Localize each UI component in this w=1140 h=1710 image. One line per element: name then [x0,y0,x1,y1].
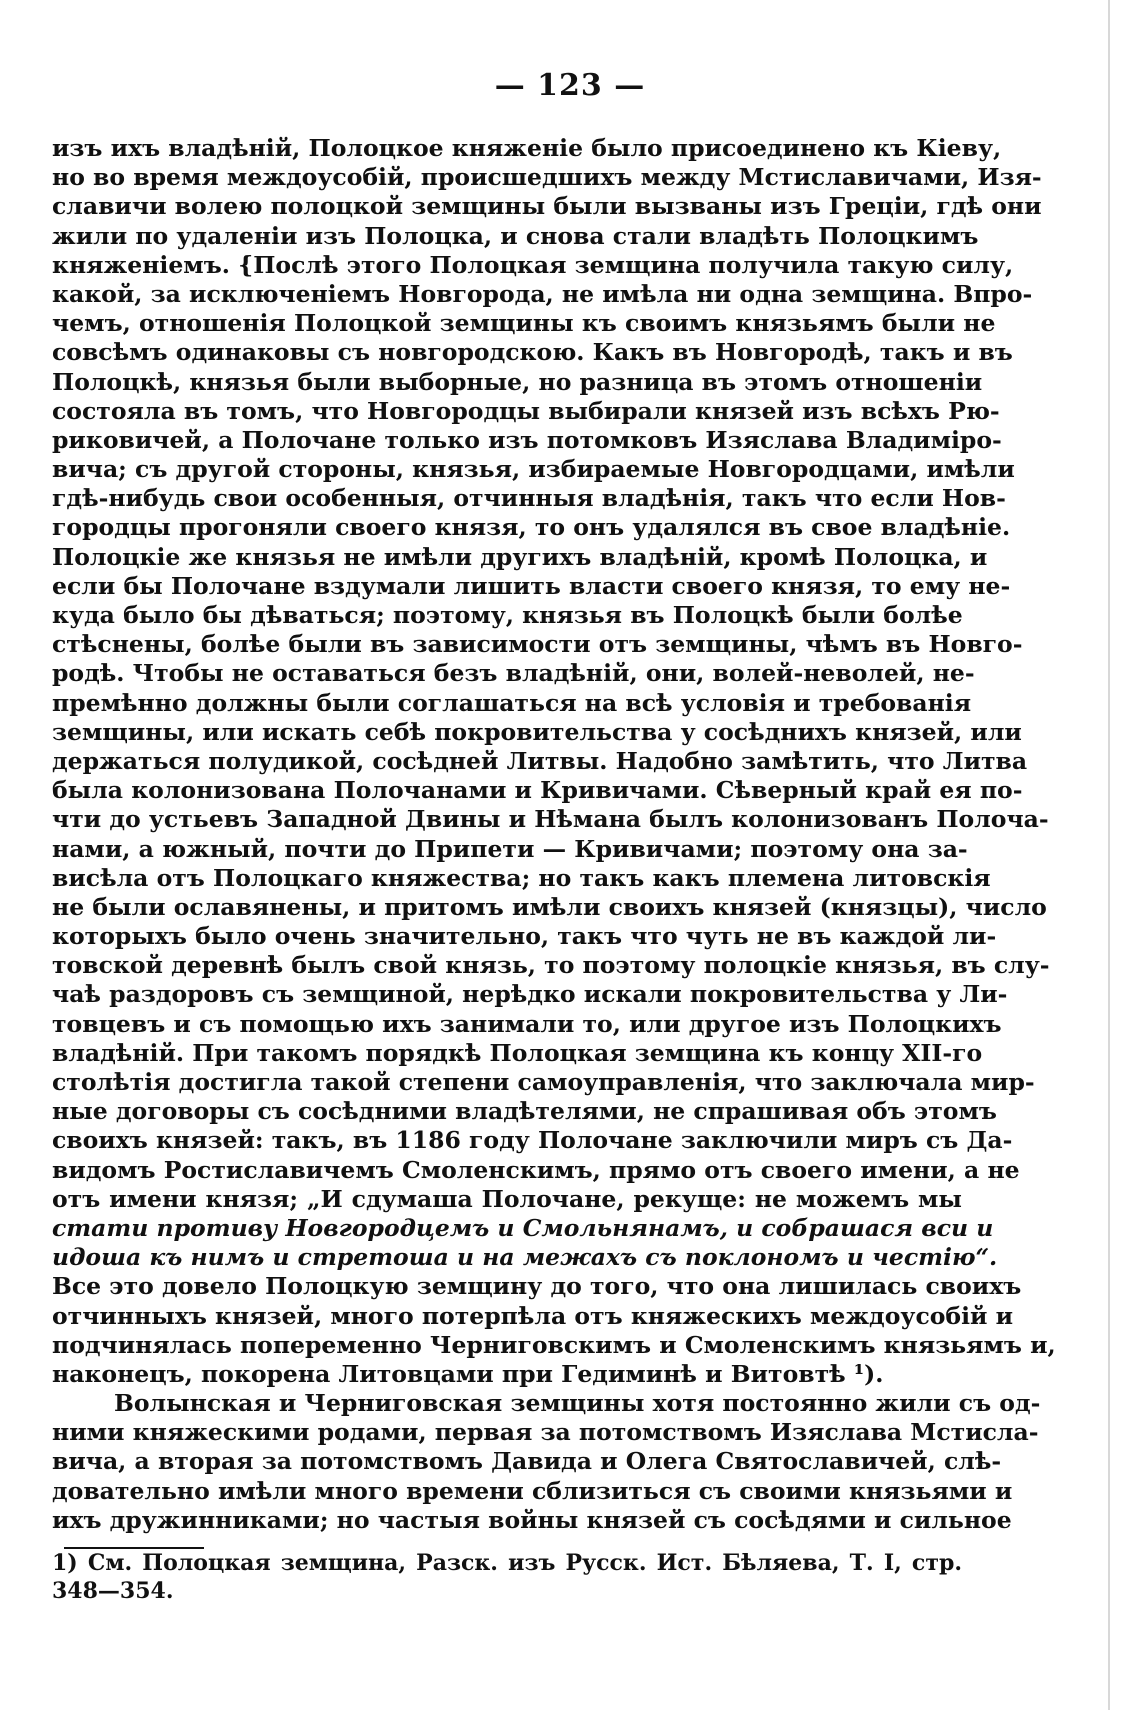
paragraph-first-line: Волынская и Черниговская земщины хотя постоянно жили съ од- [114,1389,1041,1418]
text-line: изъ ихъ владѣній, Полоцкое княженіе было присоединено къ Кіеву, [52,134,1002,162]
text-line: висѣла отъ Полоцкаго княжества; но такъ какъ племена литовскія [52,863,991,892]
quoted-text-line: стати противу Новгородцемъ и Смольнянамъ, и собрашася вси и [52,1213,994,1242]
text-line: владѣній. При такомъ порядкѣ Полоцкая земщина къ концу XII-го [52,1038,983,1067]
text-line: не были ославянены, и притомъ имѣли своихъ князей (князцы), число [52,892,1047,921]
text-line: отчинныхъ князей, много потерпѣла отъ княжескихъ междоусобій и [52,1301,1014,1330]
text-line: вича, а вторая за потомствомъ Давида и Олега Святославичей, слѣ- [52,1447,1002,1476]
text-line: Полоцкіе же князья не имѣли другихъ владѣній, кромѣ Полоцка, и [52,542,988,571]
text-line: ные договоры съ сосѣдними владѣтелями, не спрашивая объ этомъ [52,1097,997,1126]
text-line: отъ имени князя; „И сдумаша Полочане, рекуще: не можемъ мы [52,1184,962,1213]
main-text-block [52,134,1056,1535]
footnote-line: 1) См. Полоцкая земщина, Разск. изъ Русск. Ист. Бѣляева, Т. I, стр. [52,1550,962,1576]
footnote-block [52,1549,962,1605]
text-line: товской деревнѣ былъ свой князь, то поэтому полоцкіе князья, въ слу- [52,951,1050,980]
text-line: городцы прогоняли своего князя, то онъ удалялся въ свое владѣніе. [52,513,1011,542]
text-line: чти до устьевъ Западной Двины и Нѣмана былъ колонизованъ Полоча- [52,805,1049,834]
text-line: какой, за исключеніемъ Новгорода, не имѣла ни одна земщина. Впро- [52,279,1033,308]
text-line: довательно имѣли много времени сблизиться съ своими князьями и [52,1476,1013,1505]
page-edge-line [1108,0,1110,1710]
text-line: славичи волею полоцкой земщины были вызваны изъ Греціи, гдѣ они [52,192,1042,221]
text-line: подчинялась попеременно Черниговскимъ и Смоленскимъ князьямъ и, [52,1330,1056,1359]
text-line: ихъ дружинниками; но частыя войны князей съ сосѣдями и сильное [52,1505,1012,1534]
text-line: но во время междоусобій, происшедшихъ между Мстиславичами, Изя- [52,163,1042,192]
text-line: товцевъ и съ помощью ихъ занимали то, или другое изъ Полоцкихъ [52,1009,1002,1038]
text-line: вича; съ другой стороны, князья, избираемые Новгородцами, имѣли [52,455,1015,484]
text-line: была колонизована Полочанами и Кривичами. Сѣверный край ея по- [52,776,1023,805]
text-line: куда было бы дѣваться; поэтому, князья въ Полоцкѣ были болѣе [52,601,963,629]
text-line: стѣснены, болѣе были въ зависимости отъ земщины, чѣмъ въ Новго- [52,630,1023,659]
text-line: земщины, или искать себѣ покровительства у сосѣднихъ князей, или [52,717,1022,746]
text-line: состояла въ томъ, что Новгородцы выбирали князей изъ всѣхъ Рю- [52,396,1000,425]
text-line: чемъ, отношенія Полоцкой земщины къ своимъ князьямъ были не [52,309,996,338]
text-line: ними княжескими родами, первая за потомствомъ Изяслава Мстисла- [52,1418,1039,1447]
text-line: своихъ князей: такъ, въ 1186 году Полочане заключили миръ съ Да- [52,1126,1013,1155]
text-line: столѣтія достигла такой степени самоуправленія, что заключала мир- [52,1068,1035,1096]
text-line: премѣнно должны были соглашаться на всѣ условія и требованія [52,688,972,717]
text-line: совсѣмъ одинаковы съ новгородскою. Какъ въ Новгородѣ, такъ и въ [52,338,1013,367]
footnote-line: 348—354. [52,1578,174,1604]
text-line: княженіемъ. {Послѣ этого Полоцкая земщина получила такую силу, [52,250,1014,279]
text-line: Полоцкѣ, князья были выборные, но разница въ этомъ отношеніи [52,367,983,396]
text-line: Все это довело Полоцкую земщину до того, что она лишилась своихъ [52,1272,1022,1301]
text-line: риковичей, а Полочане только изъ потомковъ Изяслава Владиміро- [52,425,1002,454]
text-line: если бы Полочане вздумали лишить власти своего князя, то ему не- [52,571,1011,600]
quoted-text-line: идоша къ нимъ и стретоша и на межахъ съ поклономъ и честію“. [52,1243,998,1272]
text-line: родѣ. Чтобы не оставаться безъ владѣній, они, волей-неволей, не- [52,659,975,688]
text-line: видомъ Ростиславичемъ Смоленскимъ, прямо отъ своего имени, а не [52,1155,1020,1184]
text-line: нами, а южный, почти до Припети — Кривичами; поэтому она за- [52,834,968,863]
text-line: которыхъ было очень значительно, такъ что чуть не въ каждой ли- [52,922,997,951]
text-line: чаѣ раздоровъ съ земщиной, нерѣдко искали покровительства у Ли- [52,980,1008,1009]
page-number: — 123 — [494,68,646,103]
paragraph-last-line: наконецъ, покорена Литовцами при Гедиминѣ и Витовтѣ ¹). [52,1359,884,1388]
text-line: гдѣ-нибудь свои особенныя, отчинныя владѣнія, такъ что если Нов- [52,484,1006,513]
text-line: жили по удаленіи изъ Полоцка, и снова стали владѣть Полоцкимъ [52,221,979,250]
text-line: держаться полудикой, сосѣдней Литвы. Надобно замѣтить, что Литва [52,746,1028,775]
